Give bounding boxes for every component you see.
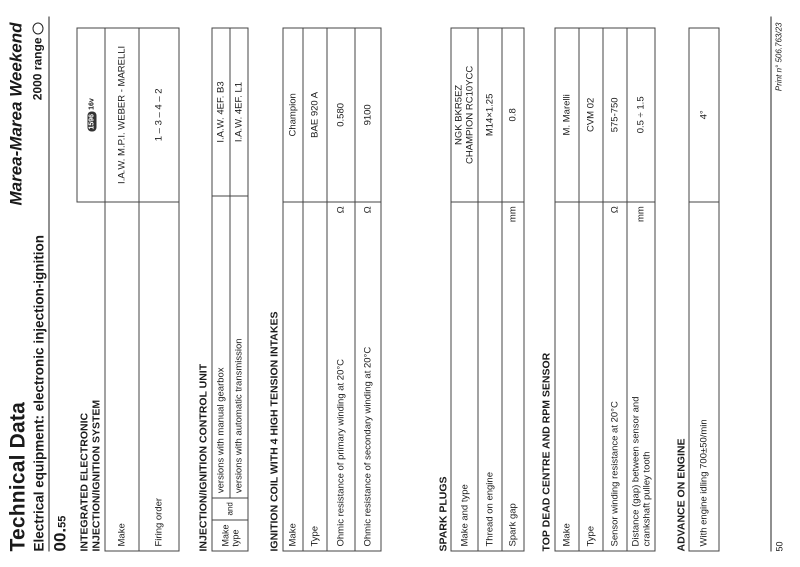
row-unit <box>139 201 179 229</box>
row-label: Thread on engine <box>478 229 502 550</box>
table-row <box>689 28 719 551</box>
control-unit-table <box>211 27 248 551</box>
table-row <box>139 28 179 551</box>
table-row <box>327 28 355 551</box>
row-label: Spark gap <box>502 229 524 550</box>
row-unit <box>451 201 478 229</box>
advance-title: ADVANCE ON ENGINE <box>675 438 687 551</box>
row-unit <box>555 201 579 229</box>
coil-title: IGNITION COIL WITH 4 HIGH TENSION INTAKES <box>268 311 280 551</box>
sensor-table <box>554 27 655 551</box>
table-row <box>283 28 303 551</box>
row-label: Firing order <box>139 229 179 550</box>
table-row <box>355 28 381 551</box>
range-label <box>30 22 44 100</box>
row-unit: Ω <box>355 201 381 229</box>
engine-displacement-badge: 1596 <box>88 113 95 129</box>
row-value: 0.580 <box>327 28 355 202</box>
engine-badge-cell <box>77 28 105 202</box>
row-unit: Ω <box>603 201 627 229</box>
row-unit <box>689 201 719 229</box>
range-text: 2000 range <box>30 37 44 100</box>
coil-table <box>282 27 381 551</box>
row-label-line1: Distance (gap) between sensor and <box>629 396 641 546</box>
row-unit <box>283 201 303 229</box>
advance-table <box>688 27 719 551</box>
header-rule <box>48 16 49 551</box>
row-label: Type <box>579 229 603 550</box>
table-row <box>502 28 524 551</box>
table-row <box>627 28 655 551</box>
section-code <box>50 515 70 551</box>
row-label: Type <box>303 229 327 550</box>
spark-plug-ngk: NGK BKR5EZ <box>453 84 464 145</box>
table-row <box>303 28 327 551</box>
table-row <box>478 28 502 551</box>
table-row <box>579 28 603 551</box>
make-label: Make <box>219 523 230 546</box>
row-value: 1 – 3 – 4 – 2 <box>139 28 179 202</box>
page-subtitle: Electrical equipment: electronic injection-ignition <box>31 234 46 551</box>
spark-plug-champion: CHAMPION RC10YCC <box>464 65 475 164</box>
row-value: CVM 02 <box>579 28 603 202</box>
model-name: Marea-Marea Weekend <box>6 22 25 205</box>
row-value: Champion <box>283 28 303 202</box>
row-unit <box>105 201 139 229</box>
row-label: versions with manual gearbox <box>212 223 230 497</box>
table-row <box>105 28 139 551</box>
row-value: 575-750 <box>603 28 627 202</box>
row-unit <box>579 201 603 229</box>
integrated-system-table <box>76 27 179 551</box>
integrated-title-line2: INJECTION/IGNITION SYSTEM <box>90 399 102 551</box>
footer-rule <box>770 16 771 551</box>
row-value: M14×1.25 <box>478 28 502 202</box>
row-value: M. Marelli <box>555 28 579 202</box>
and-label: and <box>212 497 248 519</box>
row-value <box>451 28 478 202</box>
row-unit <box>478 201 502 229</box>
control-unit-title: INJECTION/IGNITION CONTROL UNIT <box>197 363 209 551</box>
integrated-title-line1: INTEGRATED ELECTRONIC <box>78 412 90 551</box>
row-label: Ohmic resistance of primary winding at 20°C <box>327 229 355 550</box>
engine-valves-label: 16v <box>88 97 95 110</box>
section-code-main: 00. <box>50 527 69 551</box>
row-value: 0.5 ÷ 1.5 <box>627 28 655 202</box>
technical-data-sheet <box>6 16 791 551</box>
section-code-small: 55 <box>56 515 68 528</box>
row-unit <box>212 196 230 223</box>
print-number: Print n° 506.763/23 <box>774 22 783 91</box>
row-label: Make <box>555 229 579 550</box>
row-label: Ohmic resistance of secondary winding at 20°C <box>355 229 381 550</box>
table-row <box>555 28 579 551</box>
spark-plugs-table <box>450 27 524 551</box>
row-value: 9100 <box>355 28 381 202</box>
type-label: type <box>229 528 240 546</box>
row-value: 4° <box>689 28 719 202</box>
row-label: Sensor winding resistance at 20°C <box>603 229 627 550</box>
row-value: 0.8 <box>502 28 524 202</box>
row-value: I.A.W. 4EF. L1 <box>230 28 248 196</box>
row-label: Make <box>283 229 303 550</box>
page-number: 50 <box>774 540 784 551</box>
table-row <box>603 28 627 551</box>
row-unit <box>303 201 327 229</box>
spark-plugs-title: SPARK PLUGS <box>437 475 449 551</box>
row-value: BAE 920 A <box>303 28 327 202</box>
row-label: Make and type <box>451 229 478 550</box>
row-label-line2: crankshaft pulley tooth <box>640 450 652 546</box>
row-unit: mm <box>502 201 524 229</box>
table-row <box>230 28 248 551</box>
row-value: I.A.W. M.P.I. WEBER - MARELLI <box>105 28 139 202</box>
page-title: Technical Data <box>6 401 29 551</box>
row-unit: mm <box>627 201 655 229</box>
row-unit <box>230 196 248 223</box>
c-circle-icon <box>32 22 43 34</box>
row-label: Make <box>105 229 139 550</box>
row-label: With engine idling 700±50/min <box>689 229 719 550</box>
row-label <box>627 229 655 550</box>
sensor-title: TOP DEAD CENTRE AND RPM SENSOR <box>540 352 552 551</box>
spacer-cell <box>77 201 105 550</box>
table-row <box>212 28 230 551</box>
row-label: versions with automatic transmission <box>230 223 248 497</box>
table-row <box>451 28 478 551</box>
row-value: I.A.W. 4EF. B3 <box>212 28 230 196</box>
row-unit: Ω <box>327 201 355 229</box>
make-type-label <box>212 519 248 550</box>
